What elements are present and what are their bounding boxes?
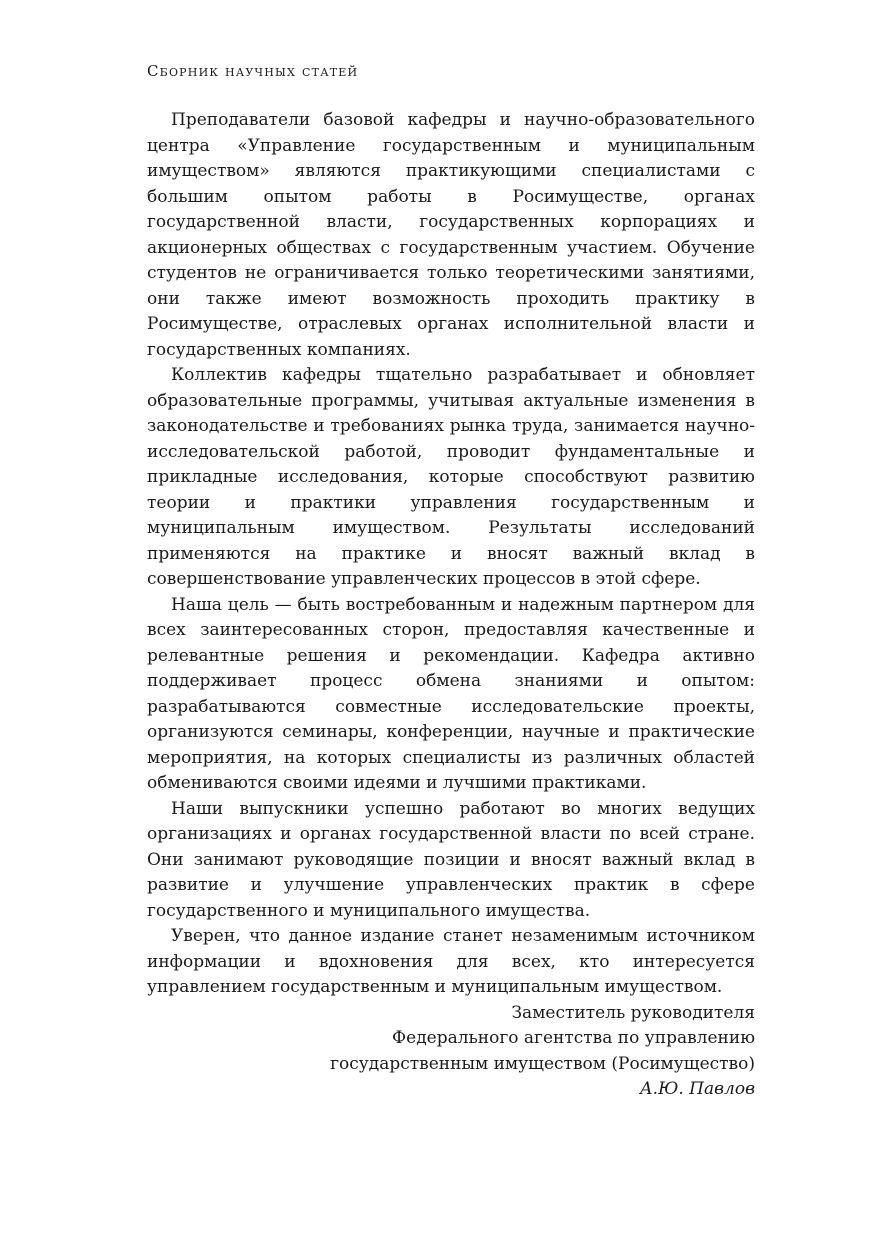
paragraph-5: Уверен, что данное издание станет незаменимым источником информации и вдохновения для всех, кто интересуется управлением государственным и муниципальным имуществом.	[147, 926, 755, 997]
paragraph-3: Наша цель — быть востребованным и надежным партнером для всех заинтересованных сторон, предоставляя качественные и релевантные решения и рекомендации. Кафедра активно поддерживает процесс обмена знаниями и опытом: разрабатываются совместные исследовательские проекты, организуются семинары, конференции, научные и практические мероприятия, на которых специалисты из различных областей обмениваются своими идеями и лучшими практиками.	[147, 594, 755, 793]
paragraph-4: Наши выпускники успешно работают во многих ведущих организациях и органах государственной власти по всей стране. Они занимают руководящие позиции и вносят важный вклад в развитие и улучшение управленческих практик в сфере государственного и муниципального имущества.	[147, 798, 755, 921]
paragraph-2: Коллектив кафедры тщательно разрабатывает и обновляет образовательные программы, учитывая актуальные изменения в законодательстве и требованиях рынка труда, занимается научно-исследовательской работой, проводит фундаментальные и прикладные исследования, которые способствуют развитию теории и практики управления государственным и муниципальным имуществом. Результаты исследований применяются на практике и вносят важный вклад в совершенствование управленческих процессов в этой сфере.	[147, 365, 755, 589]
signature-position-line-1: Заместитель руководителя	[511, 1002, 755, 1023]
article-body	[147, 108, 755, 1103]
signature-author: А.Ю. Павлов	[639, 1079, 755, 1099]
signature-position-line-3: государственным имуществом (Росимущество)	[330, 1053, 755, 1074]
signature-block	[147, 1001, 755, 1103]
running-header: Сборник научных статей	[147, 62, 359, 80]
paragraph-1: Преподаватели базовой кафедры и научно-образовательного центра «Управление государственным и муниципальным имуществом» являются практикующими специалистами с большим опытом работы в Росимуществе, органах государственной власти, государственных корпорациях и акционерных обществах с государственным участием. Обучение студентов не ограничивается только теоретическими занятиями, они также имеют возможность проходить практику в Росимуществе, отраслевых органах исполнительной власти и государственных компаниях.	[147, 110, 755, 360]
signature-position-line-2: Федерального агентства по управлению	[392, 1028, 755, 1048]
